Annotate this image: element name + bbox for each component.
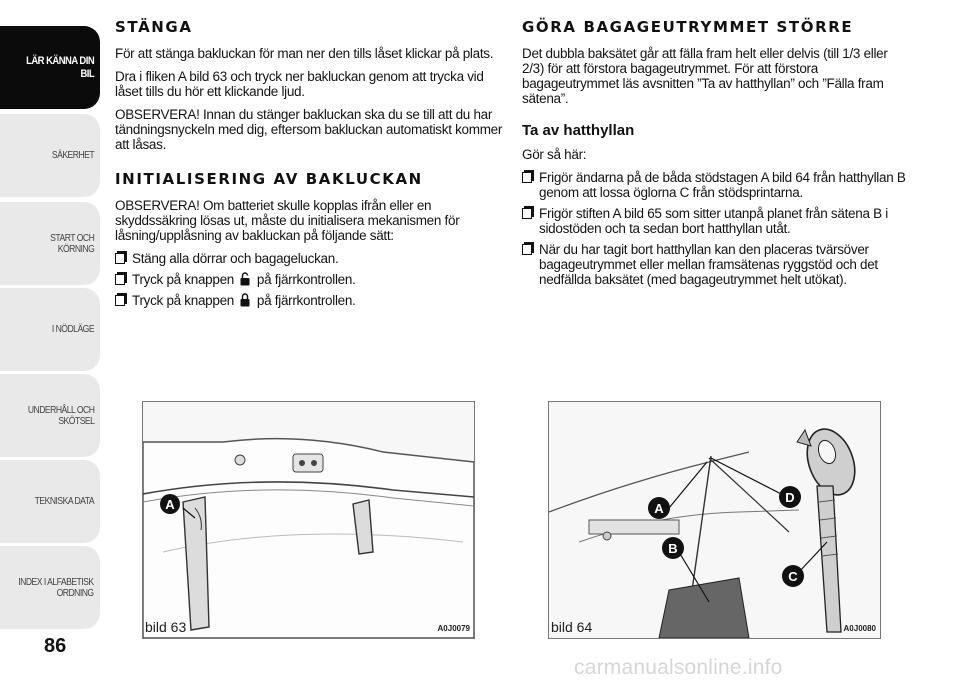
callout-a-label: A [654,501,664,516]
section-title-stanga: STÄNGA [115,18,193,36]
figure-bild-64 [548,401,881,639]
checkbox-bullet-icon [115,274,125,285]
right-column [522,18,912,293]
section-title-initialisering: INITIALISERING AV BAKLUCKAN [115,170,423,188]
watermark: carmanualsonline.info [574,656,783,679]
list-item: Tryck på knappen på fjärrkontrollen. [115,272,505,287]
callout-c-label: C [788,569,798,584]
paragraph: OBSERVERA! Om batteriet skulle kopplas ifrån eller en skyddssäkring lösas ut, måste du initialisera mekanismen för låsning/upplåsning av bakluckan på följande sätt: [115,198,460,243]
list-item: Frigör ändarna på de båda stödstagen A bild 64 från hatthyllan B genom att lossa öglorna C från stödsprintarna. [522,170,912,200]
paragraph: Gör så här: [522,147,587,162]
paragraph: OBSERVERA! Innan du stänger bakluckan ska du se till att du har tändningsnyckeln med dig, eftersom bakluckan automatiskt kommer att låsas. [115,107,503,152]
padlock-closed-icon [240,293,250,307]
list-item: Tryck på knappen på fjärrkontrollen. [115,293,505,308]
tab-lar-kanna-din-bil[interactable] [0,26,100,109]
checkbox-bullet-icon [115,295,125,306]
paragraph: Dra i fliken A bild 63 och tryck ner bakluckan genom att trycka vid låset tills du hör ett klickande ljud. [115,69,484,99]
tab-start-och-korning[interactable] [0,202,100,285]
tailgate-illustration [143,402,474,638]
page-number: 86 [44,635,67,657]
paragraph: Det dubbla baksätet går att fälla fram helt eller delvis (till 1/3 eller 2/3) för att förstora bagageutrymmet. För att förstora bagageutrymmet läs avsnitten ”Ta av hatthyllan” och ”Fälla fram sätena”. [522,46,888,106]
list-item: När du har tagit bort hatthyllan kan den placeras tvärsöver bagageutrymmet eller mellan framsätenas ryggstöd och det nedfällda baksätet (med bagageutrymmet helt utökat). [522,242,912,287]
callout-a-label: A [165,497,175,512]
step-list [522,170,912,287]
checkbox-bullet-icon [115,253,125,264]
tab-label: TEKNISKA DATA [34,496,94,507]
tab-label: INDEX I ALFABETISK ORDNING [18,576,94,599]
list-item: Frigör stiften A bild 65 som sitter utanpå planet från sätena B i sidostöden och ta sedan bort hatthyllan utåt. [522,206,912,236]
tab-label: SÄKERHET [51,150,94,161]
tab-label: LÄR KÄNNA DIN BIL [25,54,94,80]
section-title-gora-bagageutrymmet-storre: GÖRA BAGAGEUTRYMMET STÖRRE [522,18,854,36]
callout-b-label: B [668,541,678,556]
step-list [115,251,505,308]
list-item: Stäng alla dörrar och bagageluckan. [115,251,505,266]
figure-code: A0J0080 [843,624,876,633]
checkbox-bullet-icon [522,244,532,255]
tab-label: START OCH KÖRNING [49,232,94,255]
left-column [115,18,505,314]
figure-bild-63 [142,401,475,639]
padlock-open-icon [240,272,250,286]
tab-sakerhet[interactable] [0,114,100,197]
figure-code: A0J0079 [437,624,470,633]
callout-d-label: D [785,490,795,505]
tab-underhall-och-skotsel[interactable] [0,374,100,457]
parcel-shelf-illustration [549,402,880,638]
tab-label: UNDERHÅLL OCH SKÖTSEL [27,404,94,427]
checkbox-bullet-icon [522,172,532,183]
tab-label: I NÖDLÄGE [51,324,94,335]
tab-tekniska-data[interactable] [0,460,100,543]
figure-caption: bild 63 [145,619,187,635]
paragraph: För att stänga bakluckan för man ner den tills låset klickar på plats. [115,46,494,61]
figure-caption: bild 64 [551,619,593,635]
tab-index-i-alfabetisk-ordning[interactable] [0,546,100,629]
checkbox-bullet-icon [522,208,532,219]
tab-i-nodlage[interactable] [0,288,100,371]
sub-heading-ta-av-hatthyllan: Ta av hatthyllan [522,122,635,139]
